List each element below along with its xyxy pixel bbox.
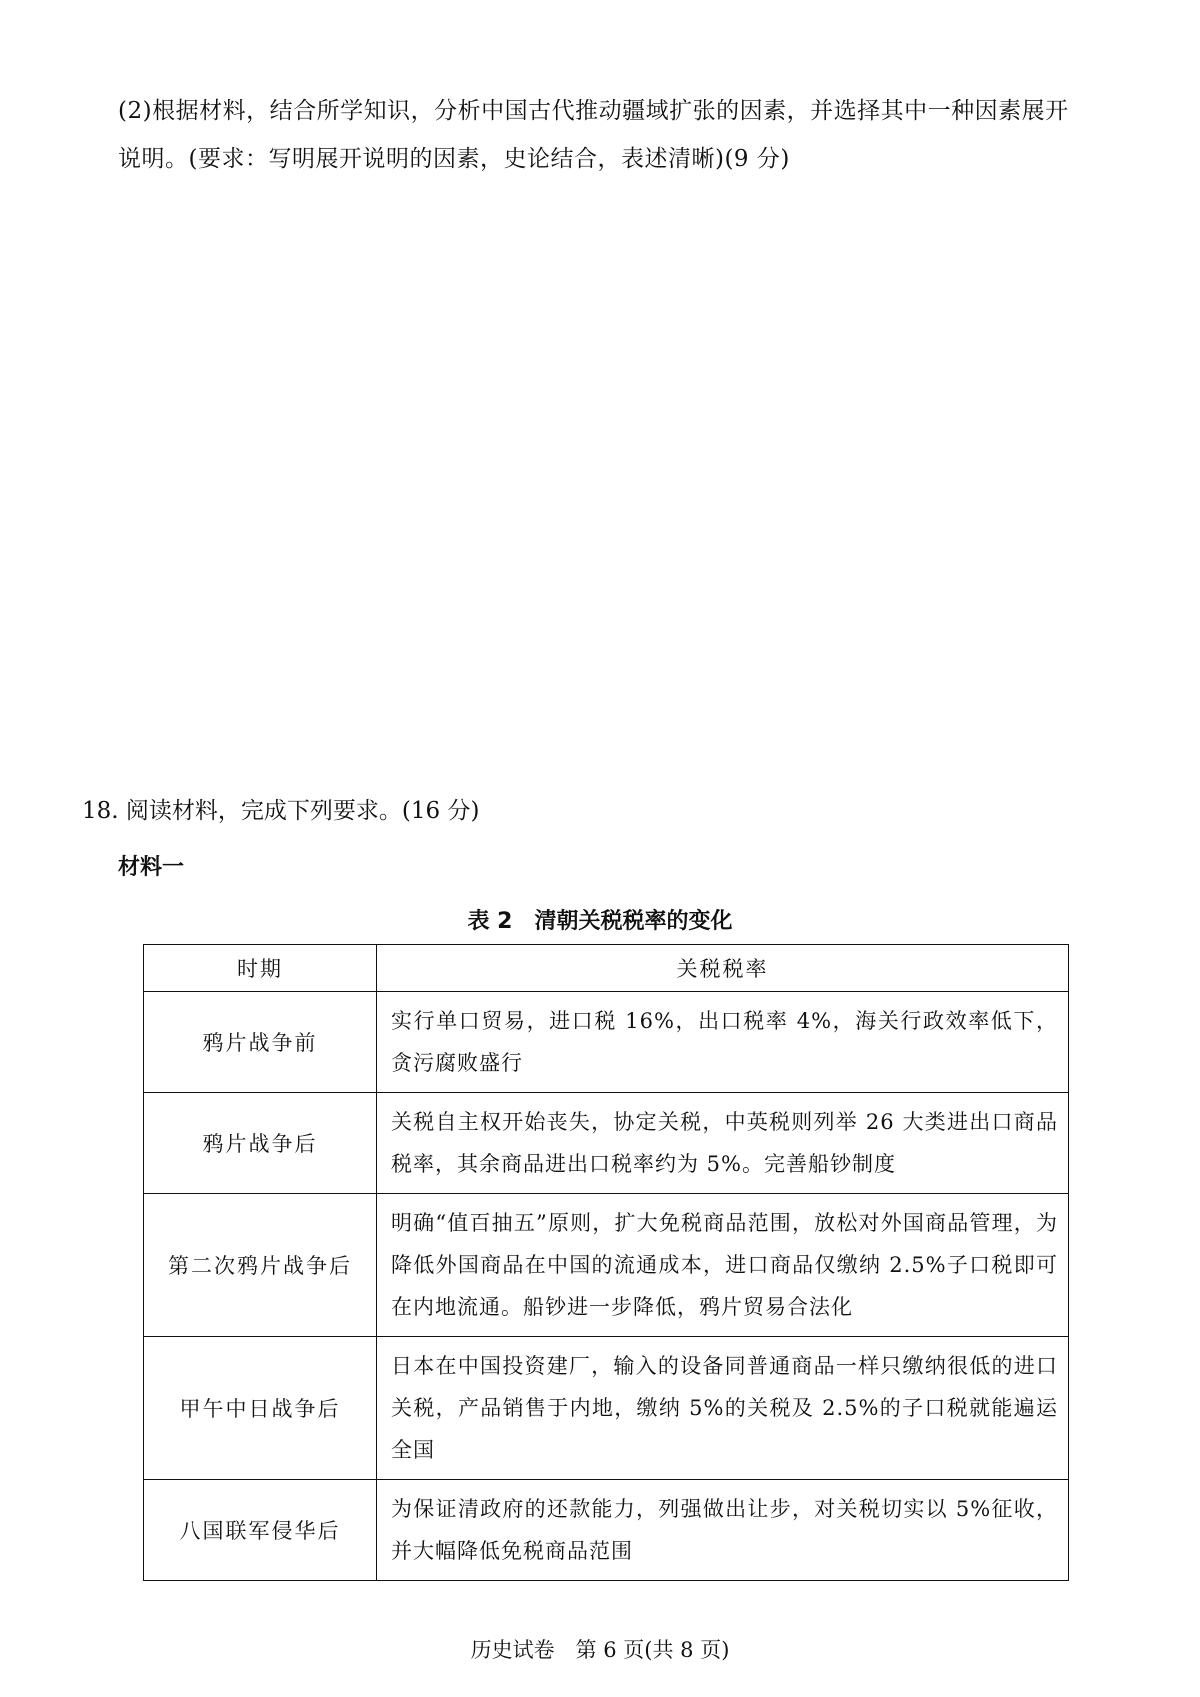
table-caption-title: 清朝关税税率的变化: [534, 909, 733, 934]
material-one-label: 材料一: [118, 855, 185, 880]
question-2-line-1: (2)根据材料，结合所学知识，分析中国古代推动疆域扩张的因素，并选择其中一种因素展开: [118, 98, 1069, 124]
table-caption: [0, 904, 1200, 935]
rate-cell: 实行单口贸易，进口税 16%，出口税率 4%，海关行政效率低下，贪污腐败盛行: [377, 992, 1069, 1093]
period-cell: 鸦片战争后: [144, 1093, 377, 1194]
rate-cell: 明确“值百抽五”原则，扩大免税商品范围，放松对外国商品管理，为降低外国商品在中国的流通成本，进口商品仅缴纳 2.5%子口税即可在内地流通。船钞进一步降低，鸦片贸易合法化: [377, 1194, 1069, 1337]
rate-cell: 为保证清政府的还款能力，列强做出让步，对关税切实以 5%征收，并大幅降低免税商品范围: [377, 1480, 1069, 1581]
rate-cell: 关税自主权开始丧失，协定关税，中英税则列举 26 大类进出口商品税率，其余商品进出口税率约为 5%。完善船钞制度: [377, 1093, 1069, 1194]
table-row: [144, 992, 1069, 1093]
period-cell: 甲午中日战争后: [144, 1337, 377, 1480]
table-row: [144, 1194, 1069, 1337]
page-footer: 历史试卷 第 6 页(共 8 页): [470, 1638, 730, 1662]
rate-cell: 日本在中国投资建厂，输入的设备同普通商品一样只缴纳很低的进口关税，产品销售于内地，缴纳 5%的关税及 2.5%的子口税就能遍运全国: [377, 1337, 1069, 1480]
period-cell: 鸦片战争前: [144, 992, 377, 1093]
tariff-table: [143, 944, 1069, 1581]
table-row: [144, 1337, 1069, 1480]
period-cell: 八国联军侵华后: [144, 1480, 377, 1581]
table-row: [144, 1480, 1069, 1581]
header-rate: 关税税率: [377, 945, 1069, 992]
header-period: 时期: [144, 945, 377, 992]
table-header-row: [144, 945, 1069, 992]
table-caption-number: 表 2: [467, 909, 513, 934]
question-2-line-2: 说明。(要求：写明展开说明的因素，史论结合，表述清晰)(9 分): [118, 146, 790, 172]
question-18-title: 18. 阅读材料，完成下列要求。(16 分): [82, 798, 480, 824]
table-row: [144, 1093, 1069, 1194]
period-cell: 第二次鸦片战争后: [144, 1194, 377, 1337]
